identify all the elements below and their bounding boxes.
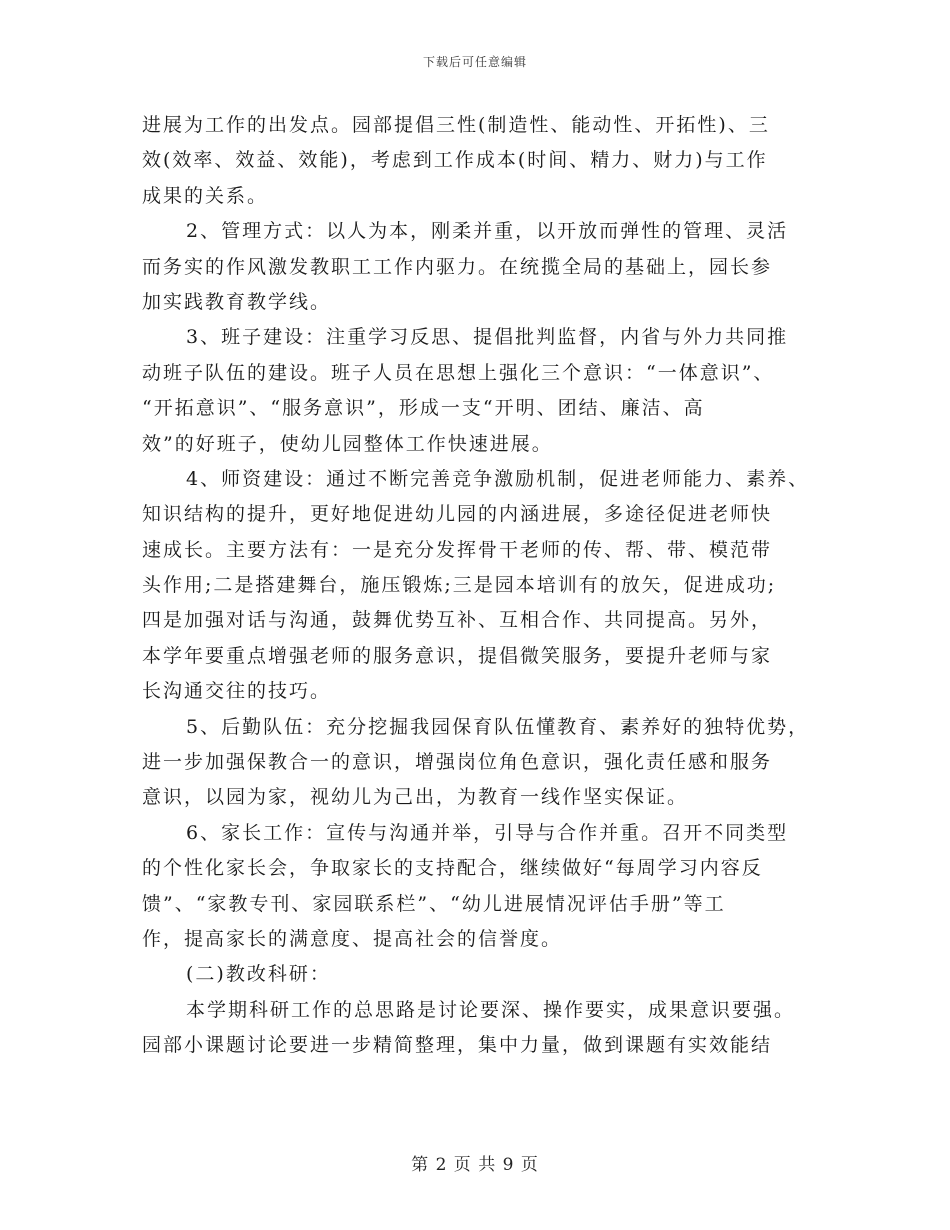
page-number-footer: 第 2 页 共 9 页 [411,1155,539,1175]
text-line: 本学年要重点增强老师的服务意识，提倡微笑服务，要提升老师与家 [142,644,773,667]
text-line: 意识，以园为家，视幼儿为己出，为教育一线作坚实保证。 [142,786,689,809]
paragraph-start-line: 5、后勤队伍：充分挖掘我园保育队伍懂教育、素养好的独特优势， [186,715,810,738]
text-line: 加实践教育教学线。 [142,290,332,313]
text-line: “开拓意识”、“服务意识”，形成一支“开明、团结、廉洁、高 [142,397,705,420]
paragraph-start-line: 6、家长工作：宣传与沟通并举，引导与合作并重。召开不同类型 [186,821,789,844]
text-line: 效(效率、效益、效能)，考虑到工作成本(时间、精力、财力)与工作 [142,149,768,172]
text-line: 进一步加强保教合一的意识，增强岗位角色意识，强化责任感和服务 [142,751,773,774]
document-body [142,108,822,1064]
text-line: 馈”、“家教专刊、家园联系栏”、“幼儿进展情况评估手册”等工 [142,892,726,915]
text-line: 效”的好班子，使幼儿园整体工作快速进展。 [142,432,553,455]
text-line: 动班子队伍的建设。班子人员在思想上强化三个意识：“一体意识”、 [142,361,775,384]
text-line: 速成长。主要方法有：一是充分发挥骨干老师的传、帮、带、模范带 [142,538,773,561]
paragraph-start-line: 本学期科研工作的总思路是讨论要深、操作要实，成果意识要强。 [186,998,796,1021]
text-line: 进展为工作的出发点。园部提倡三性(制造性、能动性、开拓性)、三 [142,114,770,136]
text-line: 而务实的作风激发教职工工作内驱力。在统揽全局的基础上，园长参 [142,255,773,278]
paragraph-start-line: 2、管理方式：以人为本，刚柔并重，以开放而弹性的管理、灵活 [186,220,789,243]
section-heading: (二)教改科研： [186,963,331,986]
text-line: 头作用;二是搭建舞台，施压锻炼;三是园本培训有的放矢，促进成功; [142,574,777,597]
text-line: 四是加强对话与沟通，鼓舞优势互补、互相合作、共同提高。另外， [142,609,773,632]
paragraph-start-line: 3、班子建设：注重学习反思、提倡批判监督，内省与外力共同推 [186,326,789,349]
text-line: 长沟通交往的技巧。 [142,680,332,703]
paragraph-start-line: 4、师资建设：通过不断完善竞争激励机制，促进老师能力、素养、 [186,467,810,490]
page-header: 下载后可任意编辑 [422,55,527,69]
text-line: 作，提高家长的满意度、提高社会的信誉度。 [142,927,563,950]
text-line: 成果的关系。 [142,184,269,207]
text-line: 的个性化家长会，争取家长的支持配合，继续做好“每周学习内容反 [142,857,763,880]
text-line: 园部小课题讨论要进一步精简整理，集中力量，做到课题有实效能结 [142,1034,773,1057]
text-line: 知识结构的提升，更好地促进幼儿园的内涵进展，多途径促进老师快 [142,503,773,526]
